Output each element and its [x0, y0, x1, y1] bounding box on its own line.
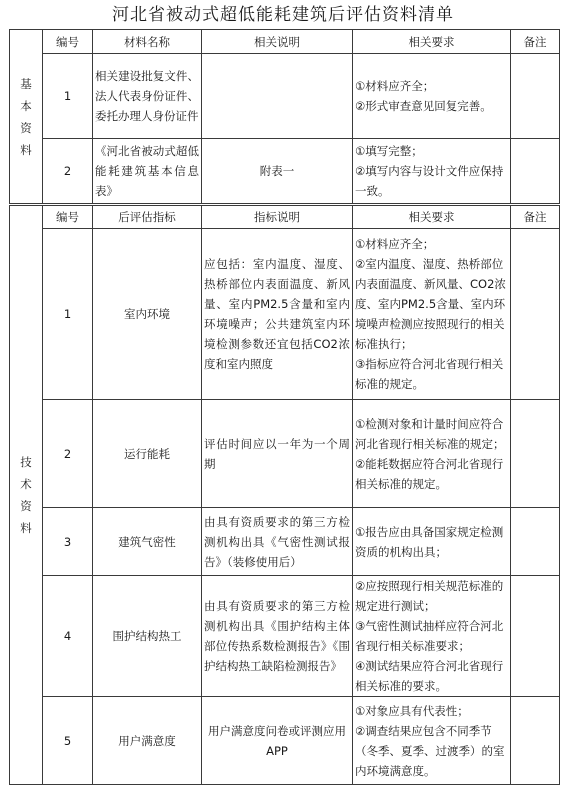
row-name: 建筑气密性: [93, 508, 202, 576]
row-name: 围护结构热工: [93, 576, 202, 697]
row-requirements: ①填写完整； ②填写内容与设计文件应保持一致。: [353, 139, 511, 205]
section2-category: 技 术 资 料: [10, 205, 43, 785]
row-requirements: ②应按照现行相关规范标准的规定进行测试； ③气密性测试抽样应符合河北省现行相关标准要求； ④测试结果应符合河北省现行相关标准的要求。: [353, 576, 511, 697]
header-requirements: 相关要求: [353, 30, 511, 54]
header-remarks: 备注: [511, 205, 560, 229]
row-remark: [511, 139, 560, 205]
row-remark: [511, 576, 560, 697]
table-row: [10, 508, 560, 576]
row-requirements: ①检测对象和计量时间应符合河北省现行相关标准的规定； ②能耗数据应符合河北省现行相关标准的规定。: [353, 400, 511, 508]
row-note: 由具有资质要求的第三方检测机构出具《围护结构主体部位传热系数检测报告》《围护结构热工缺陷检测报告》: [202, 576, 353, 697]
table-row: [10, 229, 560, 400]
header-description: 相关说明: [202, 30, 353, 54]
row-remark: [511, 697, 560, 785]
header-number: 编号: [43, 30, 93, 54]
row-number: 2: [43, 400, 93, 508]
row-number: 1: [43, 229, 93, 400]
section1-category: 基 本 资 料: [10, 30, 43, 205]
row-note: [202, 54, 353, 139]
row-name: 《河北省被动式超低能耗建筑基本信息表》: [93, 139, 202, 205]
row-remark: [511, 400, 560, 508]
section2-header-row: [10, 205, 560, 229]
header-material-name: 材料名称: [93, 30, 202, 54]
header-indicator-description: 指标说明: [202, 205, 353, 229]
table-row: [10, 400, 560, 508]
row-name: 运行能耗: [93, 400, 202, 508]
row-number: 1: [43, 54, 93, 139]
row-note: 附表一: [202, 139, 353, 205]
row-name: 用户满意度: [93, 697, 202, 785]
document-title: 河北省被动式超低能耗建筑后评估资料清单: [112, 5, 454, 25]
row-remark: [511, 229, 560, 400]
row-requirements: ①材料应齐全； ②室内温度、湿度、热桥部位内表面温度、新风量、CO2浓度、室内PM2.5含量、室内环境噪声检测应按照现行的相关标准执行； ③指标应符合河北省现行相关标准的规定。: [353, 229, 511, 400]
row-number: 5: [43, 697, 93, 785]
table-row: [10, 54, 560, 139]
header-number: 编号: [43, 205, 93, 229]
table-row: [10, 576, 560, 697]
row-requirements: ①对象应具有代表性； ②调查结果应包含不同季节（冬季、夏季、过渡季）的室内环境满意度。: [353, 697, 511, 785]
row-remark: [511, 54, 560, 139]
row-number: 2: [43, 139, 93, 205]
row-note: 评估时间应以一年为一个周期: [202, 400, 353, 508]
row-note: 用户满意度问卷或评测应用 APP: [202, 697, 353, 785]
row-number: 4: [43, 576, 93, 697]
row-note: 由具有资质要求的第三方检测机构出具《气密性测试报告》（装修使用后）: [202, 508, 353, 576]
section1-header-row: [10, 30, 560, 54]
row-remark: [511, 508, 560, 576]
header-indicator: 后评估指标: [93, 205, 202, 229]
table-row: [10, 697, 560, 785]
row-number: 3: [43, 508, 93, 576]
header-requirements: 相关要求: [353, 205, 511, 229]
row-name: 室内环境: [93, 229, 202, 400]
row-requirements: ①报告应由具备国家规定检测资质的机构出具；: [353, 508, 511, 576]
evaluation-checklist-table: [9, 29, 560, 785]
table-row: [10, 139, 560, 205]
row-name: 相关建设批复文件、法人代表身份证件、委托办理人身份证件: [93, 54, 202, 139]
row-note: 应包括：室内温度、湿度、热桥部位内表面温度、新风量、室内PM2.5含量和室内环境噪声；公共建筑室内环境检测参数还宜包括CO2浓度和室内照度: [202, 229, 353, 400]
row-requirements: ①材料应齐全； ②形式审查意见回复完善。: [353, 54, 511, 139]
header-remarks: 备注: [511, 30, 560, 54]
